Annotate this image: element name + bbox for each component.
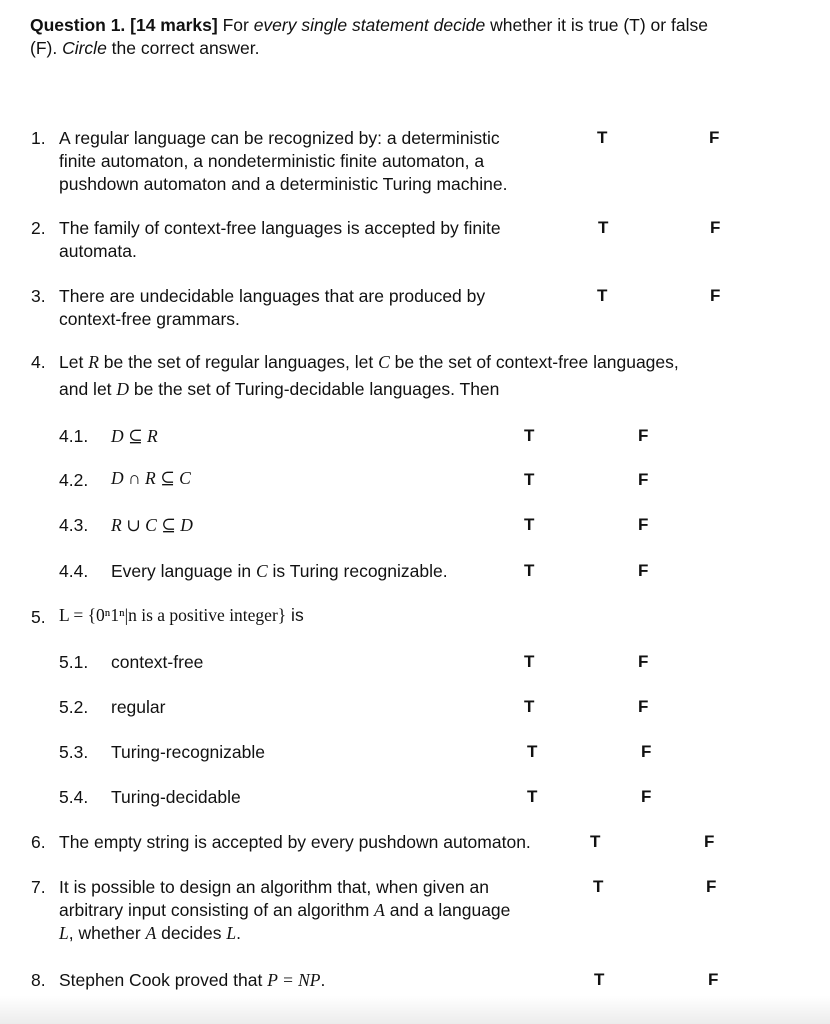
- q7-line-3: L, whether A decides L.: [59, 923, 241, 943]
- q5-2-number: 5.2.: [59, 697, 89, 717]
- q6-true-option[interactable]: T: [590, 832, 601, 851]
- q5-1-true-option[interactable]: T: [524, 652, 535, 671]
- question-header-line-2: (F). Circle the correct answer.: [30, 38, 260, 58]
- question-label: Question 1. [14 marks]: [30, 15, 218, 35]
- q4-2-number: 4.2.: [59, 470, 89, 490]
- q4-line-2: and let D be the set of Turing-decidable languages. Then: [59, 379, 500, 399]
- q4-1-expression: D ⊆ R: [111, 426, 158, 446]
- q3-true-option[interactable]: T: [597, 286, 608, 305]
- q7-number: 7.: [31, 877, 46, 897]
- q5-language-definition: L = {0ⁿ1ⁿ|n is a positive integer}: [59, 605, 287, 625]
- var-d: D: [116, 379, 130, 399]
- q3-false-option[interactable]: F: [710, 286, 721, 305]
- q4-line-1: Let R be the set of regular languages, let C be the set of context-free languages,: [59, 352, 679, 372]
- q8-number: 8.: [31, 970, 46, 990]
- q8-false-option[interactable]: F: [708, 970, 719, 989]
- q4-4-false-option[interactable]: F: [638, 561, 649, 580]
- q5-4-statement: Turing-decidable: [111, 787, 241, 807]
- page-bottom-shadow: [0, 996, 830, 1024]
- q4-3-expression: R ∪ C ⊆ D: [111, 515, 193, 535]
- q4-3-false-option[interactable]: F: [638, 515, 649, 534]
- q4-4-true-option[interactable]: T: [524, 561, 535, 580]
- q4-2-true-option[interactable]: T: [524, 470, 535, 489]
- q5-2-true-option[interactable]: T: [524, 697, 535, 716]
- q5-1-number: 5.1.: [59, 652, 89, 672]
- q7-line-2: arbitrary input consisting of an algorithm A and a language: [59, 900, 511, 920]
- q7-true-option[interactable]: T: [593, 877, 604, 896]
- q6-statement: The empty string is accepted by every pushdown automaton.: [59, 832, 531, 852]
- q4-2-expression: D ∩ R ⊆ C: [111, 468, 191, 488]
- q4-3-true-option[interactable]: T: [524, 515, 535, 534]
- q5-number: 5.: [31, 607, 46, 627]
- q3-line-1: There are undecidable languages that are produced by: [59, 286, 486, 306]
- q3-line-2: context-free grammars.: [59, 309, 240, 329]
- q4-2-false-option[interactable]: F: [638, 470, 649, 489]
- q4-4-number: 4.4.: [59, 561, 89, 581]
- q5-statement: L = {0ⁿ1ⁿ|n is a positive integer} is: [59, 605, 304, 625]
- q5-1-false-option[interactable]: F: [638, 652, 649, 671]
- q1-false-option[interactable]: F: [709, 128, 720, 147]
- q4-4-statement: Every language in C is Turing recognizable.: [111, 561, 448, 581]
- q5-3-true-option[interactable]: T: [527, 742, 538, 761]
- q1-line-2: finite automaton, a nondeterministic finite automaton, a: [59, 151, 485, 171]
- question-header-line-1: Question 1. [14 marks] For every single statement decide whether it is true (T) or false: [30, 15, 708, 35]
- q1-line-3: pushdown automaton and a deterministic Turing machine.: [59, 174, 508, 194]
- q5-3-number: 5.3.: [59, 742, 89, 762]
- q1-true-option[interactable]: T: [597, 128, 608, 147]
- q7-false-option[interactable]: F: [706, 877, 717, 896]
- q5-3-false-option[interactable]: F: [641, 742, 652, 761]
- q4-3-number: 4.3.: [59, 515, 89, 535]
- q4-1-false-option[interactable]: F: [638, 426, 649, 445]
- q3-number: 3.: [31, 286, 46, 306]
- q2-true-option[interactable]: T: [598, 218, 609, 237]
- q5-4-number: 5.4.: [59, 787, 89, 807]
- q6-number: 6.: [31, 832, 46, 852]
- q2-number: 2.: [31, 218, 46, 238]
- q5-1-statement: context-free: [111, 652, 204, 672]
- q2-line-1: The family of context-free languages is accepted by finite: [59, 218, 501, 238]
- var-c: C: [378, 352, 390, 372]
- q5-3-statement: Turing-recognizable: [111, 742, 266, 762]
- q4-1-true-option[interactable]: T: [524, 426, 535, 445]
- q2-false-option[interactable]: F: [710, 218, 721, 237]
- q4-1-number: 4.1.: [59, 426, 89, 446]
- q1-number: 1.: [31, 128, 46, 148]
- q1-line-1: A regular language can be recognized by: a deterministic: [59, 128, 500, 148]
- p-equals-np: P = NP: [267, 970, 321, 990]
- q4-number: 4.: [31, 352, 46, 372]
- q2-line-2: automata.: [59, 241, 137, 261]
- q5-4-false-option[interactable]: F: [641, 787, 652, 806]
- q8-true-option[interactable]: T: [594, 970, 605, 989]
- q8-statement: Stephen Cook proved that P = NP.: [59, 970, 326, 990]
- q6-false-option[interactable]: F: [704, 832, 715, 851]
- q5-2-statement: regular: [111, 697, 166, 717]
- var-r: R: [88, 352, 99, 372]
- q7-line-1: It is possible to design an algorithm that, when given an: [59, 877, 489, 897]
- q5-4-true-option[interactable]: T: [527, 787, 538, 806]
- q5-2-false-option[interactable]: F: [638, 697, 649, 716]
